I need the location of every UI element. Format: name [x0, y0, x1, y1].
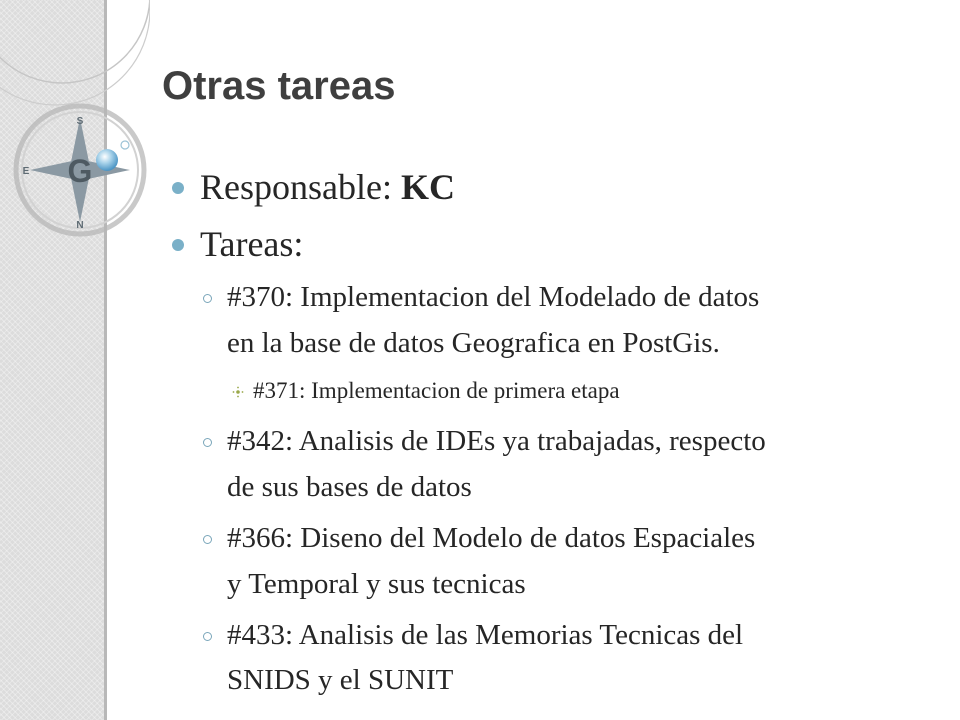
task-line: y Temporal y sus tecnicas	[227, 568, 526, 600]
task-line: en la base de datos Geografica en PostGis.	[227, 327, 720, 359]
compass-letter-north: S	[76, 116, 84, 127]
globe-ball-icon	[96, 149, 118, 171]
item-label: Responsable:	[200, 167, 401, 207]
compass-letter-east: E	[22, 166, 30, 177]
sub-bullet-ring-icon	[203, 535, 212, 544]
item-value: KC	[400, 167, 455, 207]
sub-bullet-ring-icon	[203, 438, 212, 447]
sub-sub-bullet-icon	[232, 386, 244, 398]
page-title: Otras tareas	[162, 64, 396, 108]
task-line: SNIDS y el SUNIT	[227, 664, 454, 696]
sub-bullet-ring-icon	[203, 632, 212, 641]
bullet-dot-icon	[172, 239, 184, 251]
small-orb-icon	[121, 141, 129, 149]
list-item-responsable	[200, 166, 455, 208]
task-line: #342: Analisis de IDEs ya trabajadas, respecto	[227, 425, 766, 457]
compass-logo-icon	[0, 0, 150, 240]
subtask-line: #371: Implementacion de primera etapa	[253, 378, 620, 403]
task-line: #366: Diseno del Modelo de datos Espaciales	[227, 522, 756, 554]
task-line: #370: Implementacion del Modelado de datos	[227, 281, 760, 313]
decor-arc-icon	[0, 0, 150, 105]
list-item-tareas: Tareas:	[200, 224, 304, 264]
task-line: de sus bases de datos	[227, 471, 472, 503]
task-line: #433: Analisis de las Memorias Tecnicas del	[227, 619, 744, 651]
compass-letter-south: N	[76, 220, 84, 231]
compass-letter-g: G	[67, 153, 93, 189]
bullet-dot-icon	[172, 182, 184, 194]
sub-bullet-ring-icon	[203, 294, 212, 303]
